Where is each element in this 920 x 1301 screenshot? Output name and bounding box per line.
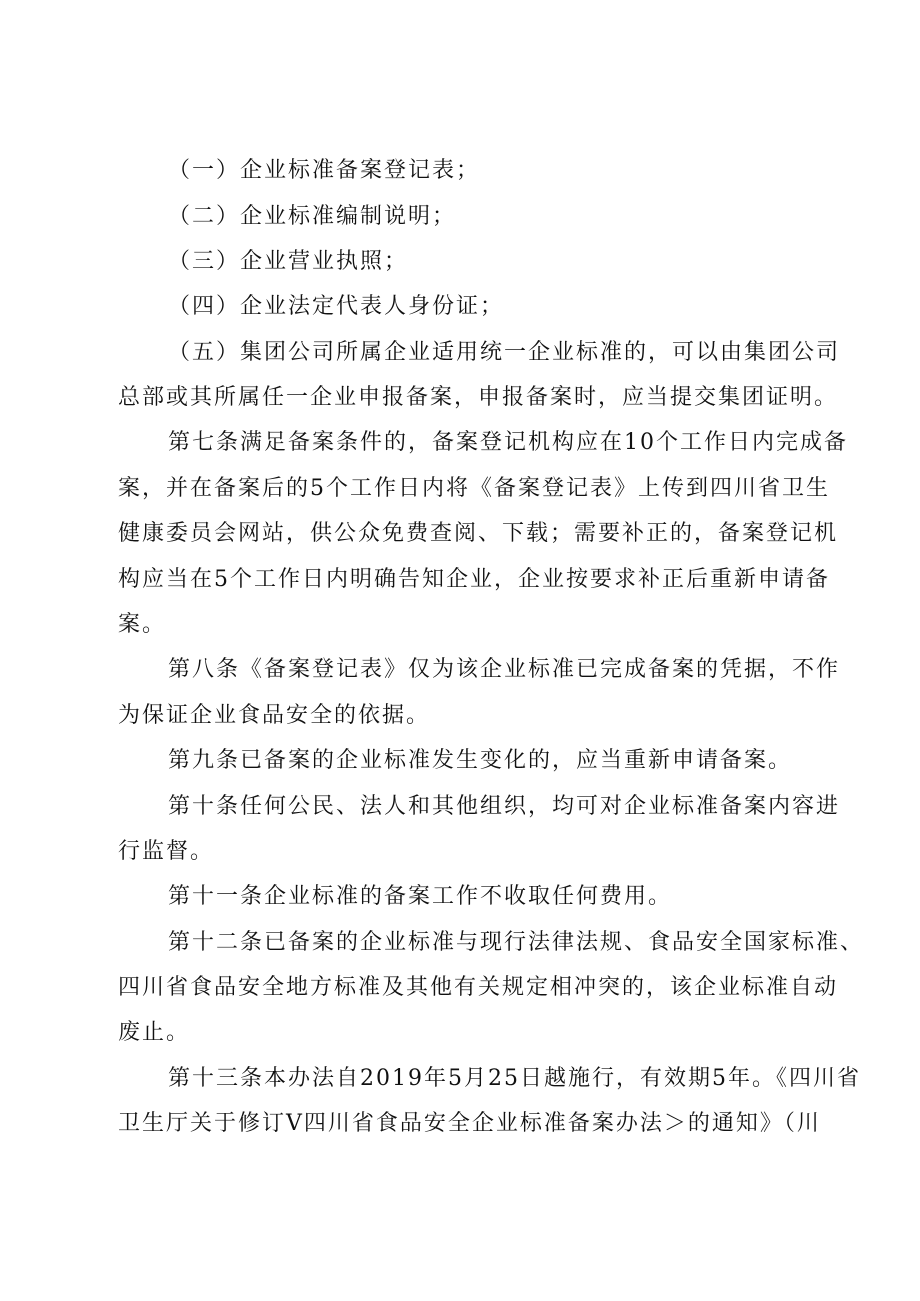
list-item-2: （二）企业标准编制说明； [168, 204, 457, 229]
article-9: 第九条已备案的企业标准发生变化的，应当重新申请备案。 [168, 748, 793, 773]
article-10: 第十条任何公民、法人和其他组织，均可对企业标准备案内容进 [168, 794, 841, 819]
list-item-5: （五）集团公司所属企业适用统一企业标准的，可以由集团公司 [168, 340, 841, 365]
article-7-line-3: 健康委员会网站，供公众免费查阅、下载；需要补正的，备案登记机 [118, 521, 839, 546]
article-13-line-2: 卫生厅关于修订V四川省食品安全企业标准备案办法＞的通知》（川 [118, 1111, 821, 1136]
article-12-line-3: 废止。 [118, 1020, 191, 1045]
article-7-line-5: 案。 [118, 612, 167, 637]
article-8: 第八条《备案登记表》仅为该企业标准已完成备案的凭据，不作 [168, 657, 841, 682]
article-7: 第七条满足备案条件的，备案登记机构应在10个工作日内完成备 [168, 430, 848, 455]
article-12: 第十二条已备案的企业标准与现行法律法规、食品安全国家标准、 [168, 930, 865, 955]
list-item-4: （四）企业法定代表人身份证； [168, 294, 505, 319]
article-10-line-2: 行监督。 [118, 839, 215, 864]
article-12-line-2: 四川省食品安全地方标准及其他有关规定相冲突的，该企业标准自动 [118, 975, 839, 1000]
article-7-line-2: 案，并在备案后的5个工作日内将《备案登记表》上传到四川省卫生 [118, 476, 830, 501]
list-item-5-continued: 总部或其所属任一企业申报备案，申报备案时，应当提交集团证明。 [118, 385, 839, 410]
list-item-3: （三）企业营业执照； [168, 249, 409, 274]
article-8-line-2: 为保证企业食品安全的依据。 [118, 703, 431, 728]
list-item-1: （一）企业标准备案登记表； [168, 158, 481, 183]
article-7-line-4: 构应当在5个工作日内明确告知企业，企业按要求补正后重新申请备 [118, 567, 830, 592]
article-11: 第十一条企业标准的备案工作不收取任何费用。 [168, 884, 673, 909]
article-13: 第十三条本办法自2019年5月25日越施行，有效期5年。《四川省 [168, 1066, 861, 1091]
